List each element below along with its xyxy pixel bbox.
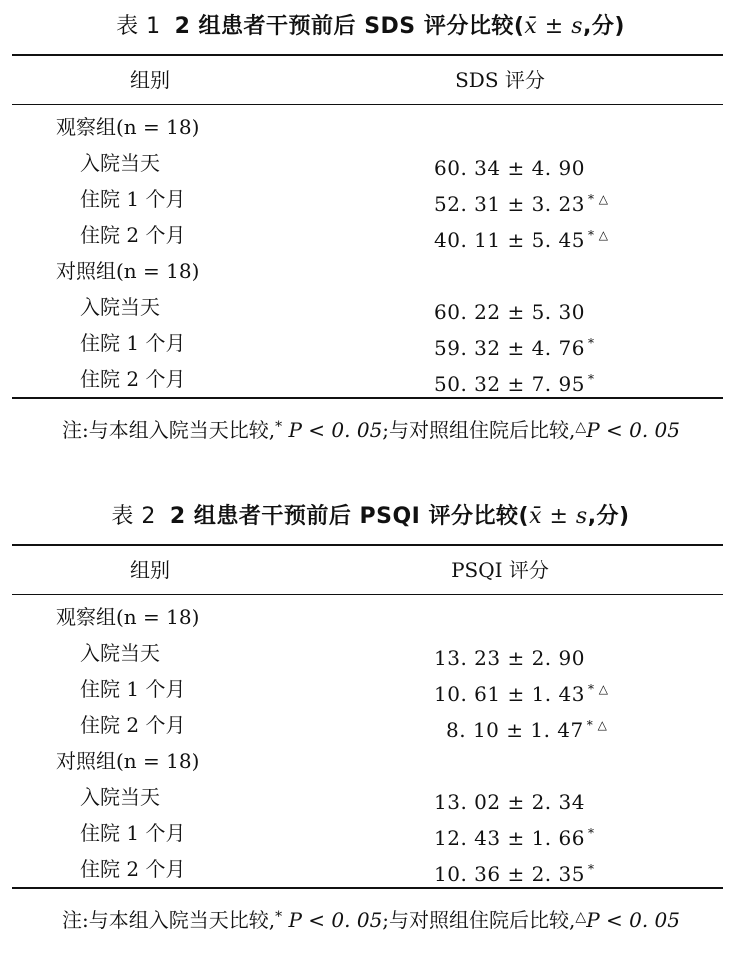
table-2 xyxy=(0,490,735,942)
row-value xyxy=(434,181,609,222)
significance-mark: * xyxy=(587,862,595,876)
row-value xyxy=(434,361,594,402)
row-label: 住院 1 个月 xyxy=(80,331,186,355)
table-row xyxy=(0,707,735,743)
header-rule xyxy=(12,104,723,105)
row-value xyxy=(446,707,607,748)
column-header-score: PSQI 评分 xyxy=(451,558,549,582)
row-label: 住院 2 个月 xyxy=(80,223,186,247)
table-note xyxy=(0,889,735,942)
score-text: 50. 32 ± 7. 95 xyxy=(434,372,585,396)
table-caption xyxy=(0,490,735,544)
row-value xyxy=(434,217,609,258)
significance-mark: * △ xyxy=(587,228,609,242)
significance-mark: * xyxy=(587,336,595,350)
row-label: 入院当天 xyxy=(80,151,160,175)
row-label: 住院 1 个月 xyxy=(80,677,186,701)
row-value xyxy=(434,671,609,712)
note-prefix: 注:与本组入院当天比较, xyxy=(62,418,276,442)
table-1 xyxy=(0,0,735,452)
group-row xyxy=(0,599,735,635)
header-row xyxy=(0,546,735,594)
group-label: 对照组(n = 18) xyxy=(56,259,200,283)
row-label: 入院当天 xyxy=(80,641,160,665)
table-row xyxy=(0,671,735,707)
column-header-score: SDS 评分 xyxy=(455,68,545,92)
note-middle: ;与对照组住院后比较, xyxy=(382,418,576,442)
row-label: 入院当天 xyxy=(80,785,160,809)
header-row xyxy=(0,56,735,104)
table-number: 表 1 xyxy=(116,14,161,39)
table-title: 2 组患者干预前后 PSQI 评分比较( xyxy=(169,504,530,529)
table-row xyxy=(0,851,735,887)
table-row xyxy=(0,289,735,325)
table-row xyxy=(0,779,735,815)
group-row xyxy=(0,743,735,779)
score-text: 60. 22 ± 5. 30 xyxy=(434,300,585,324)
score-text: 13. 02 ± 2. 34 xyxy=(434,790,585,814)
row-label: 住院 2 个月 xyxy=(80,713,186,737)
row-value xyxy=(434,325,594,366)
note-triangle: △ xyxy=(575,909,587,925)
score-text: 40. 11 ± 5. 45 xyxy=(434,228,585,252)
table-row xyxy=(0,217,735,253)
score-text: 59. 32 ± 4. 76 xyxy=(434,336,585,360)
note-p-value: P < 0. 05 xyxy=(586,908,681,932)
group-row xyxy=(0,109,735,145)
group-label: 观察组(n = 18) xyxy=(56,605,200,629)
table-row xyxy=(0,325,735,361)
significance-mark: * △ xyxy=(586,718,608,732)
row-label: 住院 2 个月 xyxy=(80,367,186,391)
note-p-value: P < 0. 05 xyxy=(586,418,681,442)
row-value xyxy=(434,635,588,676)
significance-mark: * xyxy=(587,826,595,840)
note-middle: ;与对照组住院后比较, xyxy=(382,908,576,932)
table-row xyxy=(0,181,735,217)
significance-mark: * △ xyxy=(587,192,609,206)
significance-mark: * △ xyxy=(587,682,609,696)
note-triangle: △ xyxy=(575,419,587,435)
score-text: 8. 10 ± 1. 47 xyxy=(446,718,584,742)
table-title-tail: ,分) xyxy=(587,504,630,529)
group-label: 观察组(n = 18) xyxy=(56,115,200,139)
note-prefix: 注:与本组入院当天比较, xyxy=(62,908,276,932)
table-stat: x̄ ± s xyxy=(524,14,583,39)
table-stat: x̄ ± s xyxy=(529,504,588,529)
group-row xyxy=(0,253,735,289)
note-star: * xyxy=(275,909,283,925)
note-p-value: P < 0. 05 xyxy=(288,908,383,932)
row-value xyxy=(434,815,594,856)
table-note xyxy=(0,399,735,452)
table-row xyxy=(0,635,735,671)
significance-mark: * xyxy=(587,372,595,386)
row-value xyxy=(434,851,594,892)
row-label: 住院 1 个月 xyxy=(80,187,186,211)
row-label: 住院 2 个月 xyxy=(80,857,186,881)
row-value xyxy=(434,779,588,820)
row-label: 住院 1 个月 xyxy=(80,821,186,845)
table-title-tail: ,分) xyxy=(583,14,625,39)
score-text: 52. 31 ± 3. 23 xyxy=(434,192,585,216)
column-header-group: 组别 xyxy=(130,558,170,582)
score-text: 60. 34 ± 4. 90 xyxy=(434,156,585,180)
score-text: 13. 23 ± 2. 90 xyxy=(434,646,585,670)
group-label: 对照组(n = 18) xyxy=(56,749,200,773)
note-p-value: P < 0. 05 xyxy=(288,418,383,442)
table-title: 2 组患者干预前后 SDS 评分比较( xyxy=(174,14,525,39)
score-text: 10. 61 ± 1. 43 xyxy=(434,682,585,706)
row-value xyxy=(434,145,588,186)
row-value xyxy=(434,289,588,330)
column-header-group: 组别 xyxy=(130,68,170,92)
header-rule xyxy=(12,594,723,595)
note-star: * xyxy=(275,419,283,435)
row-label: 入院当天 xyxy=(80,295,160,319)
table-row xyxy=(0,145,735,181)
table-row xyxy=(0,815,735,851)
score-text: 12. 43 ± 1. 66 xyxy=(434,826,585,850)
score-text: 10. 36 ± 2. 35 xyxy=(434,862,585,886)
table-row xyxy=(0,361,735,397)
table-caption xyxy=(0,0,735,54)
table-number: 表 2 xyxy=(111,504,156,529)
